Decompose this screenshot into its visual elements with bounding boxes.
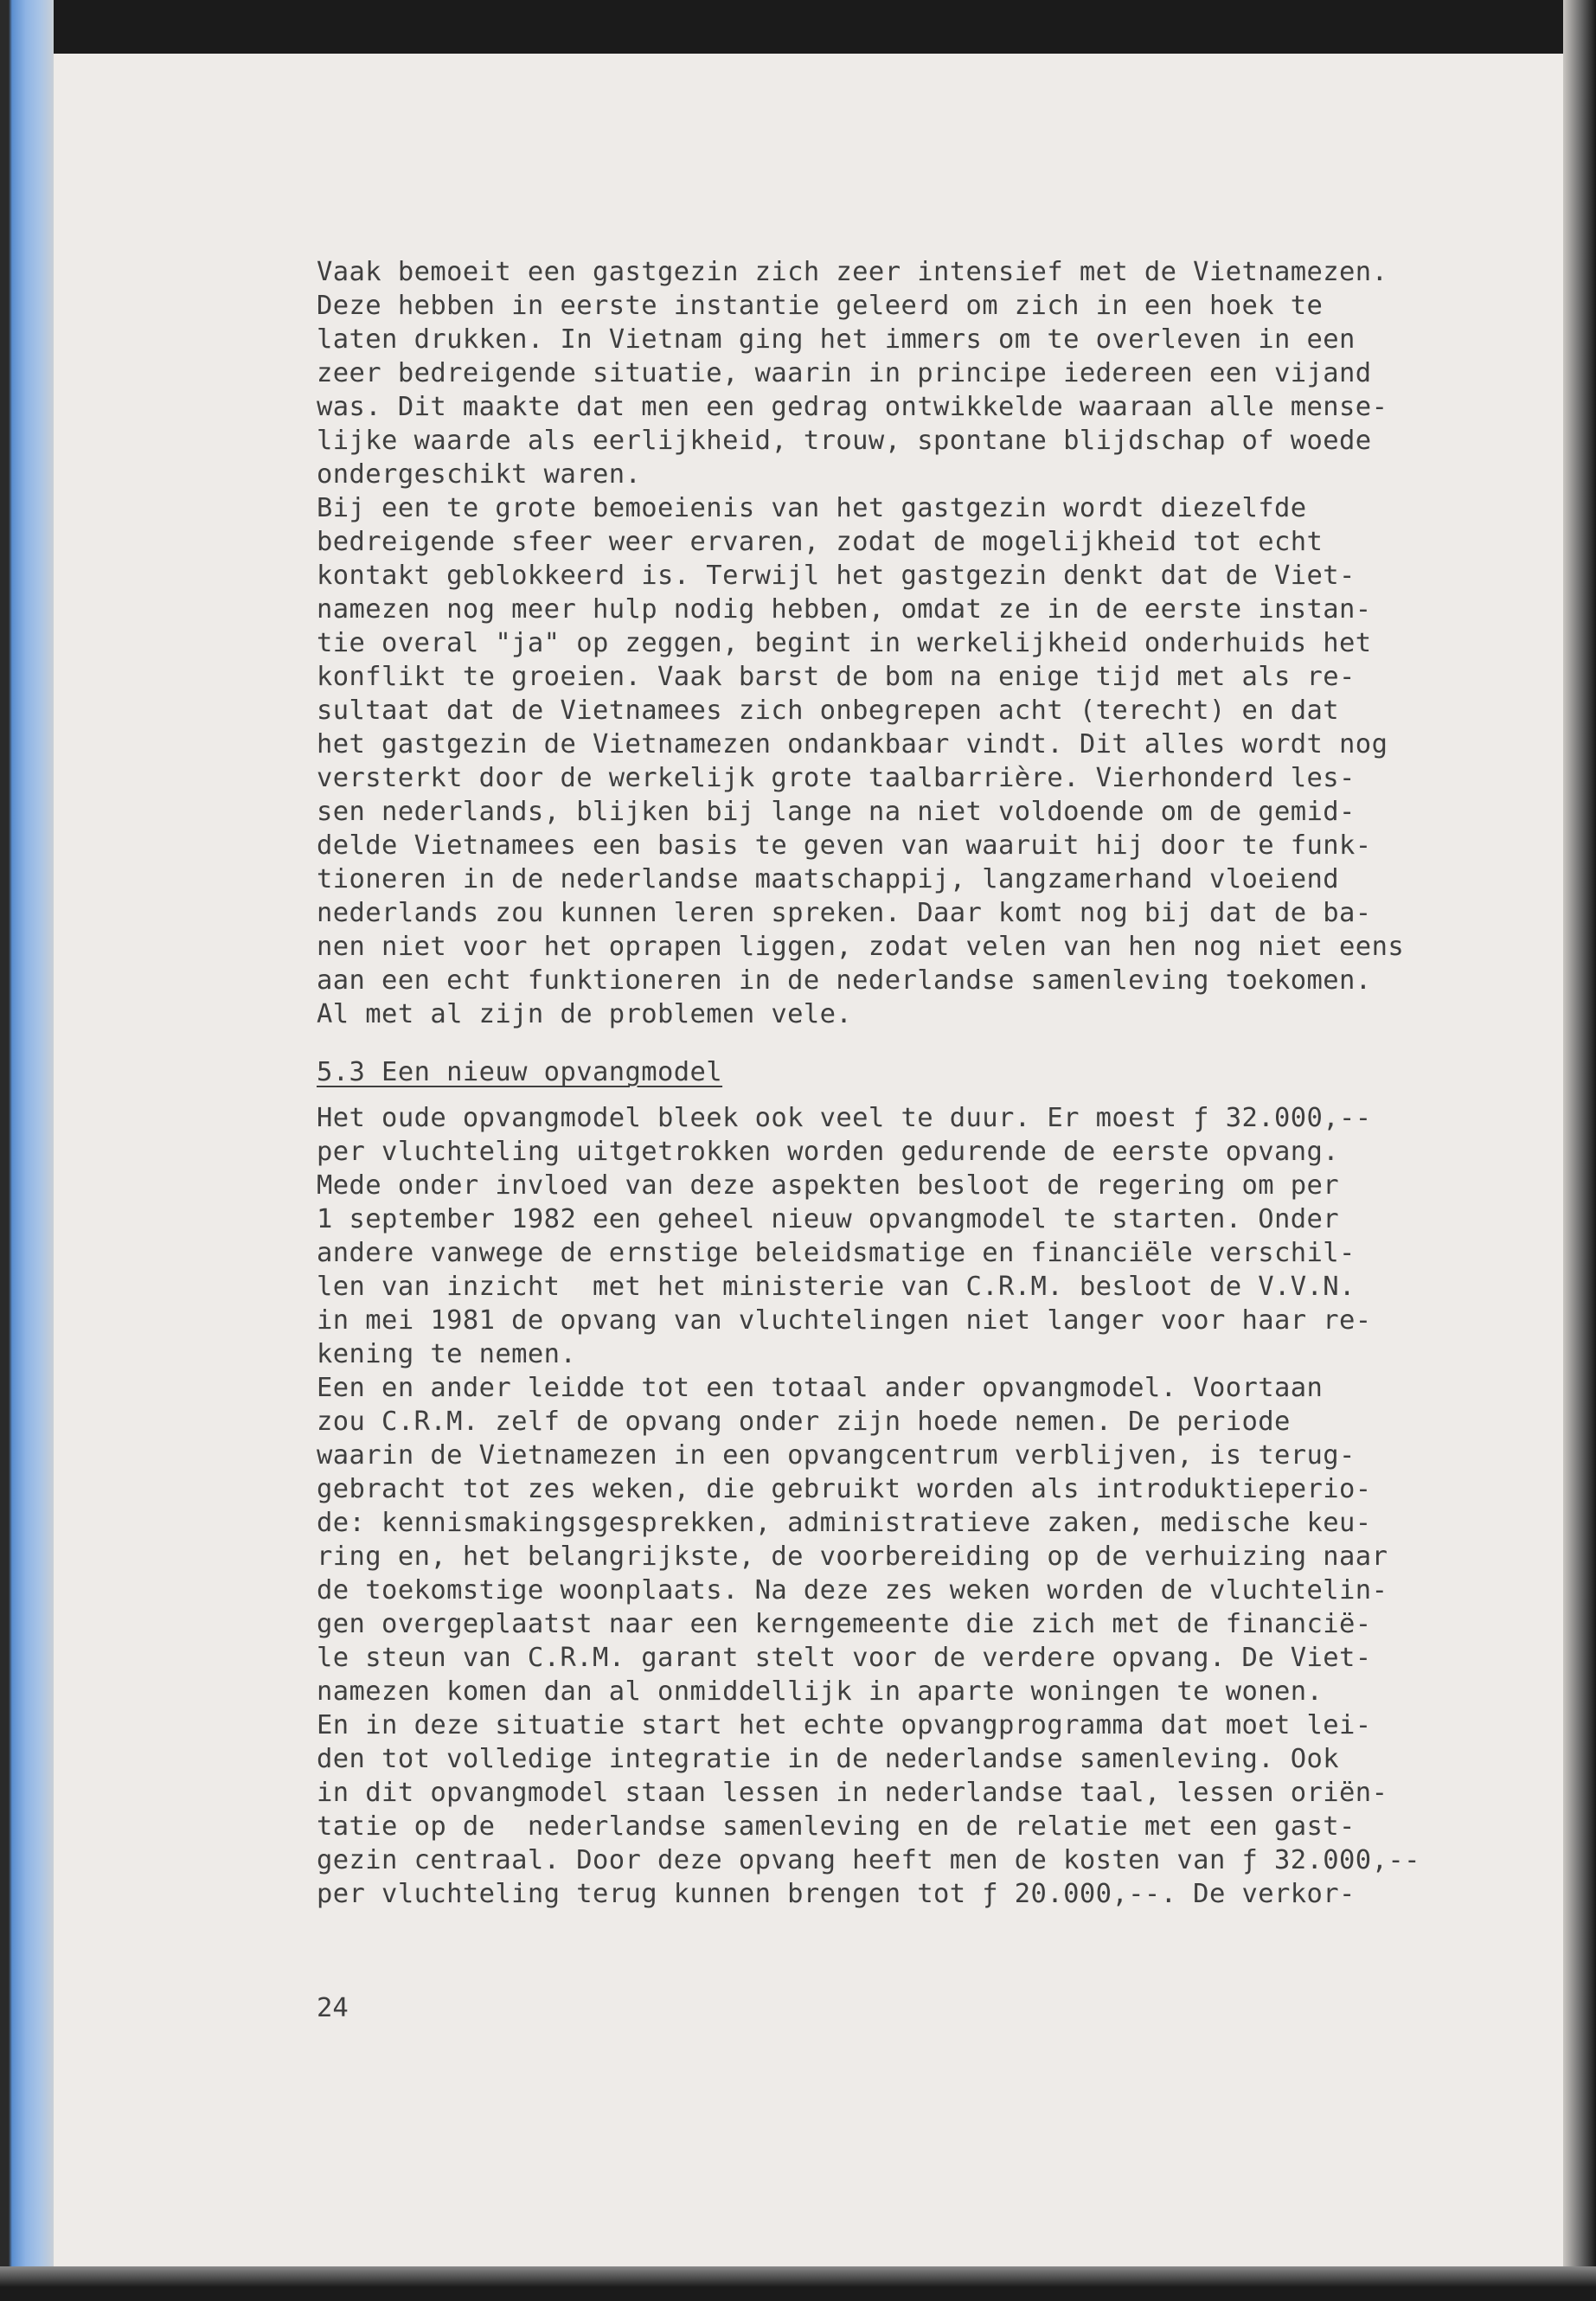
text-line: delde Vietnamees een basis te geven van waaruit hij door te funk- — [317, 830, 1372, 861]
text-line: zeer bedreigende situatie, waarin in principe iedereen een vijand — [317, 358, 1372, 388]
scan-border-right — [1563, 0, 1596, 2301]
text-line: nederlands zou kunnen leren spreken. Daar komt nog bij dat de ba- — [317, 898, 1372, 928]
text-line: per vluchteling terug kunnen brengen tot ƒ 20.000,--. De verkor- — [317, 1879, 1356, 1909]
text-line: Deze hebben in eerste instantie geleerd om zich in een hoek te — [317, 291, 1324, 321]
text-line: le steun van C.R.M. garant stelt voor de verdere opvang. De Viet- — [317, 1643, 1372, 1673]
text-line: sen nederlands, blijken bij lange na niet voldoende om de gemid- — [317, 797, 1356, 827]
section-heading — [317, 1055, 1502, 1089]
text-line: aan een echt funktioneren in de nederlandse samenleving toekomen. — [317, 965, 1372, 996]
text-line: gebracht tot zes weken, die gebruikt worden als introduktieperio- — [317, 1474, 1372, 1504]
text-line: andere vanwege de ernstige beleidsmatige en financiële verschil- — [317, 1238, 1356, 1268]
text-line: zou C.R.M. zelf de opvang onder zijn hoede nemen. De periode — [317, 1407, 1291, 1437]
scan-border-left — [0, 0, 54, 2301]
text-line: tioneren in de nederlandse maatschappij, langzamerhand vloeiend — [317, 864, 1340, 894]
page-body — [317, 255, 1502, 1911]
text-line: was. Dit maakte dat men een gedrag ontwikkelde waaraan alle mense- — [317, 392, 1388, 422]
text-line: in dit opvangmodel staan lessen in nederlandse taal, lessen oriën- — [317, 1778, 1388, 1808]
scan-border-bottom — [0, 2266, 1596, 2301]
text-line: per vluchteling uitgetrokken worden gedurende de eerste opvang. — [317, 1137, 1340, 1167]
text-line: Mede onder invloed van deze aspekten besloot de regering om per — [317, 1170, 1340, 1201]
text-line: de toekomstige woonplaats. Na deze zes weken worden de vluchtelin- — [317, 1575, 1388, 1606]
text-line: tie overal "ja" op zeggen, begint in werkelijkheid onderhuids het — [317, 628, 1372, 658]
text-block-before — [317, 255, 1502, 1031]
text-line: Al met al zijn de problemen vele. — [317, 999, 853, 1029]
text-line: ring en, het belangrijkste, de voorbereiding op de verhuizing naar — [317, 1541, 1388, 1572]
text-line: konflikt te groeien. Vaak barst de bom na enige tijd met als re- — [317, 662, 1356, 692]
text-line: kontakt geblokkeerd is. Terwijl het gastgezin denkt dat de Viet- — [317, 561, 1356, 591]
text-line: nen niet voor het oprapen liggen, zodat velen van hen nog niet eens — [317, 932, 1405, 962]
text-line: En in deze situatie start het echte opvangprogramma dat moet lei- — [317, 1710, 1372, 1740]
page-number: 24 — [317, 1993, 349, 2023]
text-line: lijke waarde als eerlijkheid, trouw, spontane blijdschap of woede — [317, 426, 1372, 456]
text-line: laten drukken. In Vietnam ging het immers om te overleven in een — [317, 324, 1356, 355]
scan-border-top — [0, 0, 1596, 54]
text-line: gen overgeplaatst naar een kerngemeente die zich met de financië- — [317, 1609, 1372, 1639]
text-line: het gastgezin de Vietnamezen ondankbaar vindt. Dit alles wordt nog — [317, 729, 1388, 760]
text-line: in mei 1981 de opvang van vluchtelingen niet langer voor haar re- — [317, 1305, 1372, 1336]
text-line: bedreigende sfeer weer ervaren, zodat de mogelijkheid tot echt — [317, 527, 1324, 557]
text-block-after — [317, 1101, 1502, 1911]
section-heading-text: 5.3 Een nieuw opvangmodel — [317, 1057, 723, 1087]
text-line: sultaat dat de Vietnamees zich onbegrepen acht (terecht) en dat — [317, 695, 1340, 726]
text-line: den tot volledige integratie in de nederlandse samenleving. Ook — [317, 1744, 1340, 1774]
text-line: 1 september 1982 een geheel nieuw opvangmodel te starten. Onder — [317, 1204, 1340, 1234]
text-line: namezen nog meer hulp nodig hebben, omdat ze in de eerste instan- — [317, 594, 1372, 625]
text-line: Het oude opvangmodel bleek ook veel te duur. Er moest ƒ 32.000,-- — [317, 1103, 1372, 1133]
text-line: namezen komen dan al onmiddellijk in aparte woningen te wonen. — [317, 1676, 1324, 1707]
text-line: gezin centraal. Door deze opvang heeft men de kosten van ƒ 32.000,-- — [317, 1845, 1420, 1875]
text-line: ondergeschikt waren. — [317, 459, 642, 490]
text-line: de: kennismakingsgesprekken, administratieve zaken, medische keu- — [317, 1508, 1372, 1538]
text-line: Bij een te grote bemoeienis van het gastgezin wordt diezelfde — [317, 493, 1307, 523]
text-line: Een en ander leidde tot een totaal ander opvangmodel. Voortaan — [317, 1373, 1324, 1403]
text-line: waarin de Vietnamezen in een opvangcentrum verblijven, is terug- — [317, 1440, 1356, 1471]
text-line: versterkt door de werkelijk grote taalbarrière. Vierhonderd les- — [317, 763, 1356, 793]
text-line: kening te nemen. — [317, 1339, 577, 1369]
text-line: len van inzicht met het ministerie van C.R.M. besloot de V.V.N. — [317, 1272, 1356, 1302]
text-line: tatie op de nederlandse samenleving en de relatie met een gast- — [317, 1811, 1356, 1842]
text-line: Vaak bemoeit een gastgezin zich zeer intensief met de Vietnamezen. — [317, 257, 1388, 287]
